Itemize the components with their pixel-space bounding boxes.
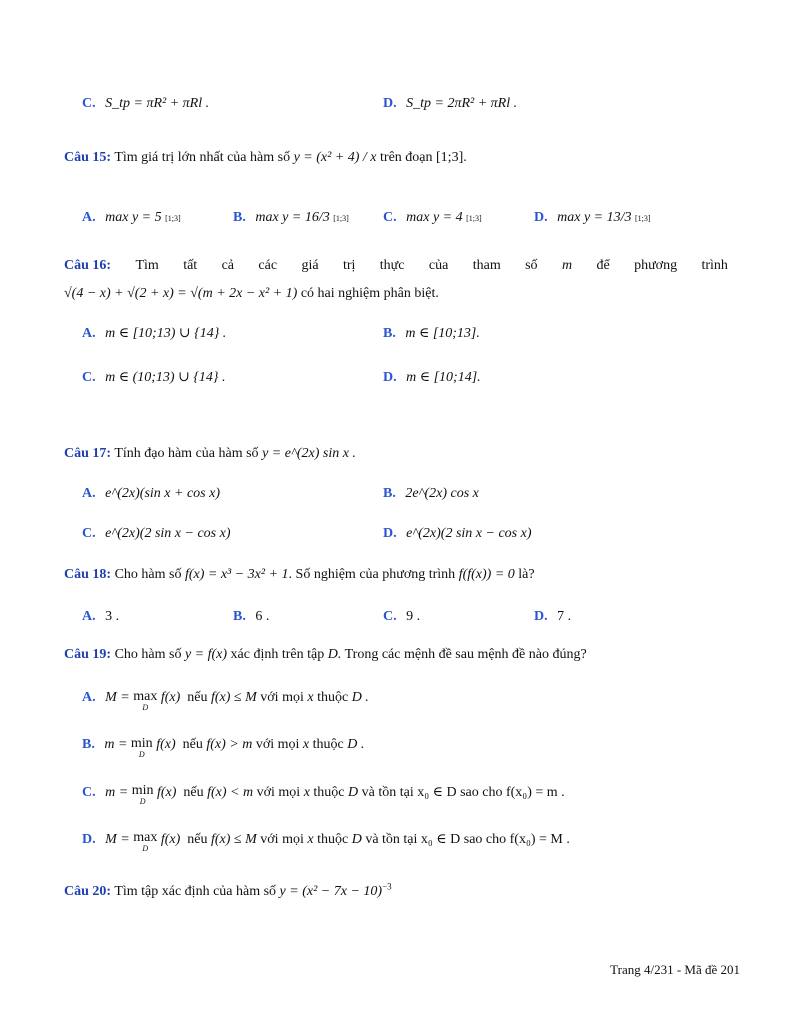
option-ineq: f(x) ≤ M [211, 832, 257, 847]
option-lhs: M = [105, 832, 130, 847]
word: giá [301, 258, 319, 273]
option-label: A. [82, 326, 96, 341]
option-label: A. [82, 210, 96, 225]
option-lhs: M = [105, 690, 130, 705]
question-label: Câu 17: [64, 446, 112, 461]
q19-option-c[interactable] [82, 784, 565, 806]
word: tham [472, 258, 501, 273]
option-label: D. [383, 96, 397, 111]
question-label: Câu 20: [64, 884, 112, 899]
option-label: A. [82, 690, 96, 705]
option-domain: [1;3] [165, 214, 181, 223]
word: trị [342, 258, 356, 273]
page-footer: Trang 4/231 - Mã đề 201 [610, 962, 740, 977]
option-label: D. [383, 370, 397, 385]
option-domain: [1;3] [333, 214, 349, 223]
option-ineq: f(x) < m [207, 785, 254, 800]
word: thực [379, 258, 405, 273]
max-operator [133, 690, 157, 712]
operator-name: min [130, 736, 153, 751]
option-text: m ∈ [10;13) ∪ {14} . [105, 326, 227, 341]
option-text: S_tp = 2πR² + πRl . [406, 96, 518, 111]
option-label: D. [82, 832, 96, 847]
option-fx: f(x) [156, 785, 177, 800]
option-fx: f(x) [156, 737, 176, 752]
option-var: x [307, 690, 314, 705]
option-label: C. [82, 96, 96, 111]
q19-option-b[interactable] [82, 737, 364, 759]
option-fx: f(x) [160, 832, 181, 847]
option-var: x [303, 785, 310, 800]
option-cond2: với mọi [255, 737, 300, 752]
q19-option-a[interactable] [82, 690, 369, 712]
option-label: A. [82, 609, 96, 624]
question-equation: f(f(x)) = 0 [458, 567, 515, 582]
option-label: C. [82, 370, 96, 385]
option-set: D [351, 832, 362, 847]
option-cond1: nếu [187, 832, 208, 847]
min-operator [132, 784, 154, 806]
word: Tìm [135, 258, 159, 273]
option-cond3: thuộc [313, 785, 345, 800]
question-function: f(x) = x³ − 3x² + 1 [184, 567, 289, 582]
q16-option-c[interactable] [82, 369, 226, 386]
option-text: 2e^(2x) cos x [405, 486, 479, 501]
question-19 [64, 647, 587, 663]
option-cond2: với mọi [260, 832, 304, 847]
q18-option-a[interactable] [82, 609, 119, 625]
option-label: B. [82, 737, 95, 752]
question-function: y = f(x) [184, 647, 228, 662]
option-text: 9 . [406, 609, 421, 624]
q18-option-c[interactable] [383, 609, 420, 625]
q17-option-d[interactable] [383, 526, 531, 542]
option-text: 7 . [557, 609, 572, 624]
q14-option-d[interactable] [383, 96, 517, 112]
question-label: Câu 18: [64, 567, 112, 582]
option-set: D . [347, 737, 365, 752]
question-17 [64, 446, 356, 462]
option-text: m ∈ (10;13) ∪ {14} . [105, 370, 226, 385]
question-function: y = e^(2x) sin x . [262, 446, 356, 461]
option-label: C. [383, 609, 397, 624]
operator-sub: D [142, 844, 149, 853]
option-cond2: với mọi [256, 785, 301, 800]
question-function: y = (x² + 4) / x [293, 150, 377, 165]
q15-option-b[interactable] [233, 210, 349, 226]
option-label: D. [383, 526, 397, 541]
operator-name: min [131, 783, 154, 798]
question-18 [64, 567, 535, 583]
word: tất [183, 258, 198, 273]
question-label: Câu 16: [64, 258, 112, 273]
option-text: 6 . [255, 609, 270, 624]
option-text: max y = 13/3 [557, 210, 632, 225]
option-label: C. [82, 526, 96, 541]
word: trình [701, 258, 728, 273]
option-domain: [1;3] [466, 214, 482, 223]
question-text: Cho hàm số [114, 567, 182, 582]
question-tail: là? [518, 567, 535, 582]
operator-name: max [133, 830, 158, 845]
q16-option-d[interactable] [383, 369, 481, 386]
option-text: 3 . [105, 609, 120, 624]
option-label: A. [82, 486, 96, 501]
option-text: e^(2x)(sin x + cos x) [105, 486, 220, 501]
option-text: e^(2x)(2 sin x − cos x) [105, 526, 231, 541]
word: các [258, 258, 278, 273]
operator-sub: D [142, 703, 149, 712]
question-text: Tính đạo hàm của hàm số [114, 446, 259, 461]
word: của [428, 258, 449, 273]
option-fx: f(x) [160, 690, 181, 705]
question-label: Câu 15: [64, 150, 112, 165]
option-set: D [348, 785, 359, 800]
option-extra: và tồn tại x₀ ∈ D sao cho f(x₀) = m . [361, 785, 565, 800]
option-label: B. [383, 326, 396, 341]
option-var: x [302, 737, 310, 752]
word: để [596, 258, 610, 273]
question-label: Câu 19: [64, 647, 112, 662]
operator-sub: D [138, 750, 145, 759]
q14-option-c[interactable] [82, 96, 209, 112]
question-15 [64, 150, 467, 166]
question-function: y = (x² − 7x − 10) [279, 884, 383, 899]
question-mid: . Số nghiệm của phương trình [288, 567, 456, 582]
option-text: max y = 4 [406, 210, 463, 225]
option-cond3: thuộc [317, 832, 349, 847]
word: cả [221, 258, 235, 273]
operator-name: max [133, 689, 158, 704]
option-label: B. [383, 486, 396, 501]
option-ineq: f(x) > m [206, 737, 253, 752]
q19-option-d[interactable] [82, 831, 570, 853]
question-mid: xác định trên tập [230, 647, 325, 662]
max-operator [133, 831, 157, 853]
option-extra: và tồn tại x₀ ∈ D sao cho f(x₀) = M . [365, 832, 570, 847]
q17-option-c[interactable] [82, 526, 230, 542]
question-20 [64, 881, 392, 900]
question-equation: √(4 − x) + √(2 + x) = √(m + 2x − x² + 1) [64, 286, 298, 301]
option-label: B. [233, 210, 246, 225]
question-tail: có hai nghiệm phân biệt. [300, 286, 439, 301]
question-16-line2 [64, 286, 439, 302]
option-text: max y = 16/3 [255, 210, 330, 225]
word: m [561, 258, 573, 273]
q15-option-a[interactable] [82, 210, 181, 226]
option-text: max y = 5 [105, 210, 162, 225]
option-label: C. [383, 210, 397, 225]
option-lhs: m = [105, 785, 129, 800]
word: số [525, 258, 538, 273]
q17-option-b[interactable] [383, 486, 479, 502]
q16-option-a[interactable] [82, 325, 226, 342]
option-domain: [1;3] [635, 214, 651, 223]
question-text: Cho hàm số [114, 647, 182, 662]
option-ineq: f(x) ≤ M [211, 690, 257, 705]
option-text: e^(2x)(2 sin x − cos x) [406, 526, 532, 541]
q15-option-d[interactable] [534, 210, 651, 226]
option-cond3: thuộc [317, 690, 349, 705]
min-operator [131, 737, 153, 759]
option-label: D. [534, 210, 548, 225]
option-cond3: thuộc [312, 737, 344, 752]
option-lhs: m = [104, 737, 128, 752]
option-text: S_tp = πR² + πRl . [105, 96, 210, 111]
q15-option-c[interactable] [383, 210, 482, 226]
question-text: Tìm giá trị lớn nhất của hàm số [114, 150, 291, 165]
option-cond1: nếu [187, 690, 208, 705]
question-tail: Trong các mệnh đề sau mệnh đề nào đúng? [344, 647, 587, 662]
option-label: C. [82, 785, 96, 800]
option-label: D. [534, 609, 548, 624]
option-cond1: nếu [182, 737, 203, 752]
option-text: m ∈ [10;13]. [405, 326, 480, 341]
q18-option-d[interactable] [534, 609, 571, 625]
q18-option-b[interactable] [233, 609, 269, 625]
option-label: B. [233, 609, 246, 624]
option-cond1: nếu [183, 785, 204, 800]
question-16-line1 [64, 258, 728, 274]
operator-sub: D [139, 797, 146, 806]
exponent: −3 [382, 881, 392, 892]
question-text: Tìm tập xác định của hàm số [114, 884, 277, 899]
option-var: x [307, 832, 314, 847]
q16-option-b[interactable] [383, 325, 480, 342]
option-set: D . [351, 690, 369, 705]
option-text: m ∈ [10;14]. [406, 370, 481, 385]
question-set: D. [327, 647, 342, 662]
word: phương [634, 258, 678, 273]
q17-option-a[interactable] [82, 486, 220, 502]
option-cond2: với mọi [260, 690, 304, 705]
question-suffix: trên đoạn [1;3]. [380, 150, 467, 165]
